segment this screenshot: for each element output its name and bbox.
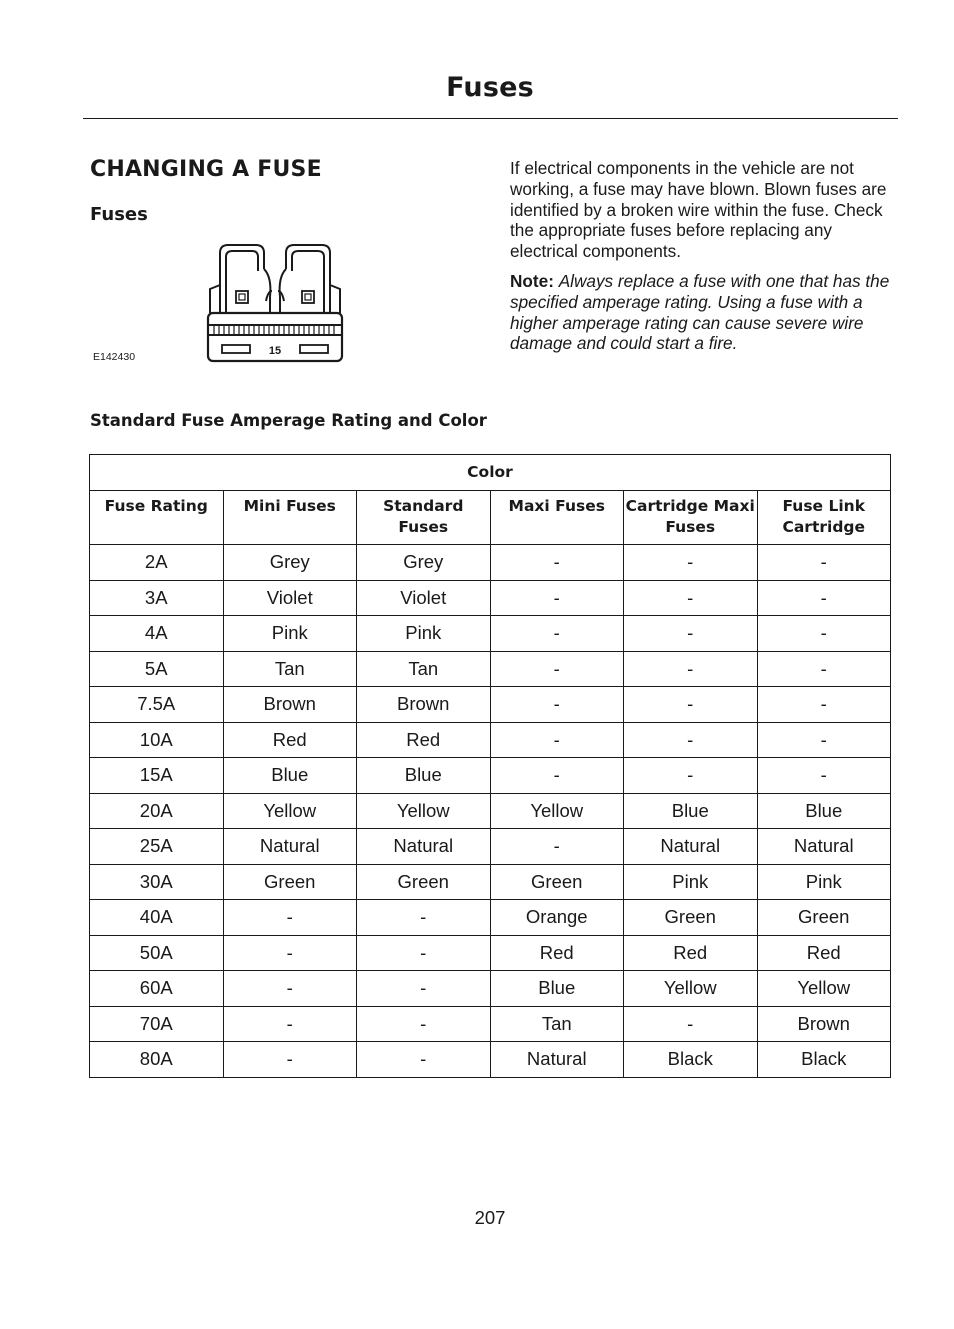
table-cell: -: [223, 971, 357, 1007]
table-cell: Brown: [357, 687, 491, 723]
table-cell: -: [624, 580, 758, 616]
table-row: [90, 900, 891, 936]
table-cell: 5A: [90, 651, 224, 687]
table-cell: -: [490, 616, 624, 652]
table-row: [90, 616, 891, 652]
table-cell: Blue: [624, 793, 758, 829]
table-row: [90, 1042, 891, 1078]
table-cell: Natural: [357, 829, 491, 865]
table-cell: Brown: [757, 1006, 891, 1042]
table-cell: -: [223, 900, 357, 936]
table-cell: -: [757, 722, 891, 758]
table-cell: -: [223, 1042, 357, 1078]
table-cell: Tan: [490, 1006, 624, 1042]
note-paragraph: [510, 271, 900, 354]
table-cell: Natural: [223, 829, 357, 865]
table-cell: Yellow: [490, 793, 624, 829]
table-cell: -: [357, 935, 491, 971]
table-cell: 60A: [90, 971, 224, 1007]
column-header: Maxi Fuses: [490, 491, 624, 545]
table-cell: 40A: [90, 900, 224, 936]
table-cell: Yellow: [223, 793, 357, 829]
table-row: [90, 829, 891, 865]
table-cell: Blue: [757, 793, 891, 829]
table-cell: 25A: [90, 829, 224, 865]
table-cell: -: [357, 1006, 491, 1042]
table-cell: -: [757, 580, 891, 616]
table-cell: Green: [624, 900, 758, 936]
table-cell: Blue: [490, 971, 624, 1007]
table-cell: Green: [490, 864, 624, 900]
table-cell: -: [490, 722, 624, 758]
table-cell: Green: [357, 864, 491, 900]
figure-id: E142430: [93, 351, 136, 363]
table-row: [90, 722, 891, 758]
table-cell: Violet: [223, 580, 357, 616]
table-cell: -: [357, 971, 491, 1007]
table-cell: 4A: [90, 616, 224, 652]
table-cell: 50A: [90, 935, 224, 971]
table-cell: -: [624, 616, 758, 652]
table-cell: 3A: [90, 580, 224, 616]
table-cell: -: [490, 758, 624, 794]
table-cell: -: [624, 545, 758, 581]
table-cell: Grey: [223, 545, 357, 581]
table-cell: Natural: [624, 829, 758, 865]
table-cell: -: [757, 687, 891, 723]
table-row: [90, 864, 891, 900]
table-cell: -: [757, 545, 891, 581]
table-row: [90, 545, 891, 581]
column-header: Fuse Rating: [90, 491, 224, 545]
table-cell: -: [490, 829, 624, 865]
table-row: [90, 758, 891, 794]
table-cell: Natural: [490, 1042, 624, 1078]
column-header: Cartridge Maxi Fuses: [624, 491, 758, 545]
table-cell: -: [357, 1042, 491, 1078]
table-cell: Yellow: [757, 971, 891, 1007]
table-cell: Yellow: [357, 793, 491, 829]
table-cell: Brown: [223, 687, 357, 723]
table-cell: Red: [757, 935, 891, 971]
table-cell: 20A: [90, 793, 224, 829]
fuse-color-table: [89, 454, 891, 1078]
note-text: Always replace a fuse with one that has the specified amperage rating. Using a fuse with a higher amperage rating can cause severe wire damage and could start a fire.: [510, 270, 890, 354]
table-cell: Red: [223, 722, 357, 758]
page-title: Fuses: [446, 72, 534, 103]
table-cell: -: [490, 545, 624, 581]
table-cell: Pink: [624, 864, 758, 900]
table-cell: -: [624, 722, 758, 758]
table-cell: Green: [757, 900, 891, 936]
table-cell: -: [490, 651, 624, 687]
table-cell: Pink: [757, 864, 891, 900]
table-row: [90, 687, 891, 723]
table-cell: Grey: [357, 545, 491, 581]
table-cell: -: [490, 580, 624, 616]
fuse-illustration: [90, 235, 460, 370]
table-cell: -: [223, 935, 357, 971]
table-cell: Blue: [223, 758, 357, 794]
table-cell: Blue: [357, 758, 491, 794]
table-cell: 80A: [90, 1042, 224, 1078]
table-cell: 10A: [90, 722, 224, 758]
column-header: Standard Fuses: [357, 491, 491, 545]
table-cell: 15A: [90, 758, 224, 794]
table-cell: 7.5A: [90, 687, 224, 723]
table-cell: Tan: [223, 651, 357, 687]
table-cell: Pink: [357, 616, 491, 652]
table-cell: Orange: [490, 900, 624, 936]
table-cell: 2A: [90, 545, 224, 581]
table-cell: -: [757, 758, 891, 794]
table-cell: -: [624, 1006, 758, 1042]
table-row: [90, 1006, 891, 1042]
table-cell: Red: [624, 935, 758, 971]
table-cell: Yellow: [624, 971, 758, 1007]
table-cell: -: [624, 651, 758, 687]
table-cell: -: [624, 687, 758, 723]
table-cell: Red: [357, 722, 491, 758]
table-cell: Tan: [357, 651, 491, 687]
table-row: [90, 971, 891, 1007]
note-label: Note:: [510, 270, 554, 291]
table-row: [90, 580, 891, 616]
column-header: Mini Fuses: [223, 491, 357, 545]
table-cell: Green: [223, 864, 357, 900]
table-cell: -: [223, 1006, 357, 1042]
page-number: 207: [474, 1207, 506, 1228]
table-row: [90, 793, 891, 829]
sub-heading: Fuses: [90, 204, 148, 225]
table-cell: -: [490, 687, 624, 723]
table-cell: 70A: [90, 1006, 224, 1042]
title-divider: [83, 118, 898, 119]
column-header: Fuse Link Cartridge: [757, 491, 891, 545]
table-cell: -: [757, 616, 891, 652]
intro-paragraph: If electrical components in the vehicle are not working, a fuse may have blown. Blown fuses are identified by a broken wire within the fuse. Check the appropriate fuses before replacing any electrical components.: [510, 158, 887, 262]
table-cell: Black: [624, 1042, 758, 1078]
table-cell: -: [357, 900, 491, 936]
table-row: [90, 935, 891, 971]
blade-fuse-icon: [200, 241, 350, 365]
table-cell: Red: [490, 935, 624, 971]
table-row: [90, 651, 891, 687]
fuse-rating-label: 15: [268, 345, 282, 357]
table-cell: -: [624, 758, 758, 794]
group-header: Color: [90, 455, 891, 491]
table-cell: Natural: [757, 829, 891, 865]
table-cell: -: [757, 651, 891, 687]
table-cell: 30A: [90, 864, 224, 900]
table-cell: Violet: [357, 580, 491, 616]
table-caption: Standard Fuse Amperage Rating and Color: [90, 411, 487, 430]
section-heading: CHANGING A FUSE: [90, 157, 322, 182]
table-cell: Pink: [223, 616, 357, 652]
body-text: [510, 158, 900, 363]
table-cell: Black: [757, 1042, 891, 1078]
